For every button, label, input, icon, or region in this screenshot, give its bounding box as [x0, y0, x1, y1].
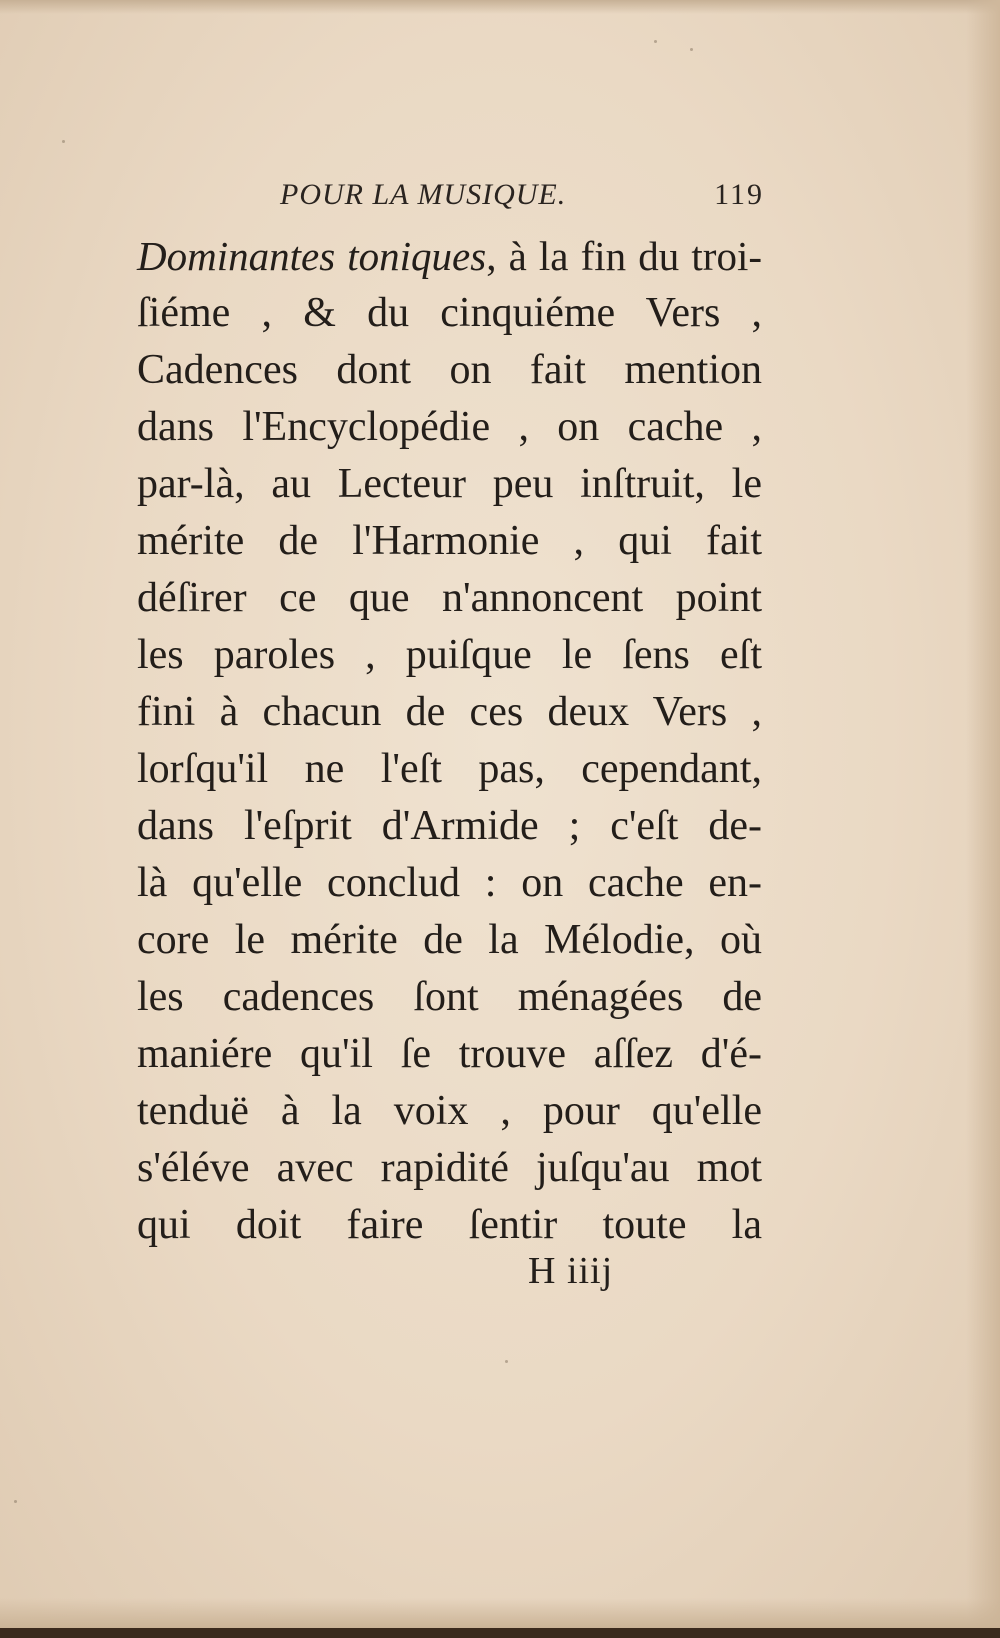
text-line: [137, 627, 762, 684]
line-text: ſiéme , & du cinquiéme Vers ,: [137, 290, 762, 336]
page-bottom-shadow: [0, 1598, 1000, 1628]
text-line: [137, 456, 762, 513]
page-number: 119: [714, 178, 764, 211]
line-text: là qu'elle conclud : on cache en-: [137, 860, 762, 906]
line-text: les cadences ſont ménagées de: [137, 974, 762, 1020]
text-line: [137, 1026, 762, 1083]
paper-speck: [654, 40, 657, 43]
line-text: fini à chacun de ces deux Vers ,: [137, 689, 762, 735]
line-text: déſirer ce que n'annoncent point: [137, 575, 762, 621]
text-line: [137, 684, 762, 741]
line-text: mérite de l'Harmonie , qui fait: [137, 518, 762, 564]
text-line: [137, 1197, 762, 1254]
text-line: [137, 285, 762, 342]
line-text: lorſqu'il ne l'eſt pas, cependant,: [137, 746, 762, 792]
paper-speck: [62, 140, 65, 143]
text-line: [137, 513, 762, 570]
page-bottom-edge: [0, 1628, 1000, 1638]
text-line: [137, 969, 762, 1026]
paper-speck: [14, 1500, 17, 1503]
text-line: [137, 399, 762, 456]
text-line: [137, 912, 762, 969]
running-head-title: POUR LA MUSIQUE.: [280, 178, 567, 211]
line-text: par-là, au Lecteur peu inſtruit, le: [137, 461, 762, 507]
text-line: [137, 741, 762, 798]
line-text: Cadences dont on fait mention: [137, 347, 762, 393]
line-text: dans l'Encyclopédie , on cache ,: [137, 404, 762, 450]
italic-phrase: Dominantes toniques: [137, 233, 487, 279]
line-text: tenduë à la voix , pour qu'elle: [137, 1088, 762, 1134]
line-text: core le mérite de la Mélodie, où: [137, 917, 762, 963]
paper-speck: [690, 48, 693, 51]
body-text: [137, 228, 762, 1254]
text-line: [137, 798, 762, 855]
page-right-edge: [966, 0, 1000, 1638]
running-head: [280, 178, 770, 222]
text-line: [137, 855, 762, 912]
signature-mark: H iiij: [528, 1250, 614, 1292]
page-top-edge: [0, 0, 1000, 14]
line-text: s'éléve avec rapidité juſqu'au mot: [137, 1145, 762, 1191]
line-text: qui doit faire ſentir toute la: [137, 1202, 762, 1248]
text-line: [137, 570, 762, 627]
paper-speck: [505, 1360, 508, 1363]
line-text: , à la fin du troi-: [486, 233, 763, 279]
line-text: maniére qu'il ſe trouve aſſez d'é-: [137, 1031, 762, 1077]
text-line: [137, 1083, 762, 1140]
text-line: [137, 228, 762, 285]
line-text: dans l'eſprit d'Armide ; c'eſt de-: [137, 803, 762, 849]
text-line: [137, 342, 762, 399]
line-text: les paroles , puiſque le ſens eſt: [137, 632, 762, 678]
text-line: [137, 1140, 762, 1197]
